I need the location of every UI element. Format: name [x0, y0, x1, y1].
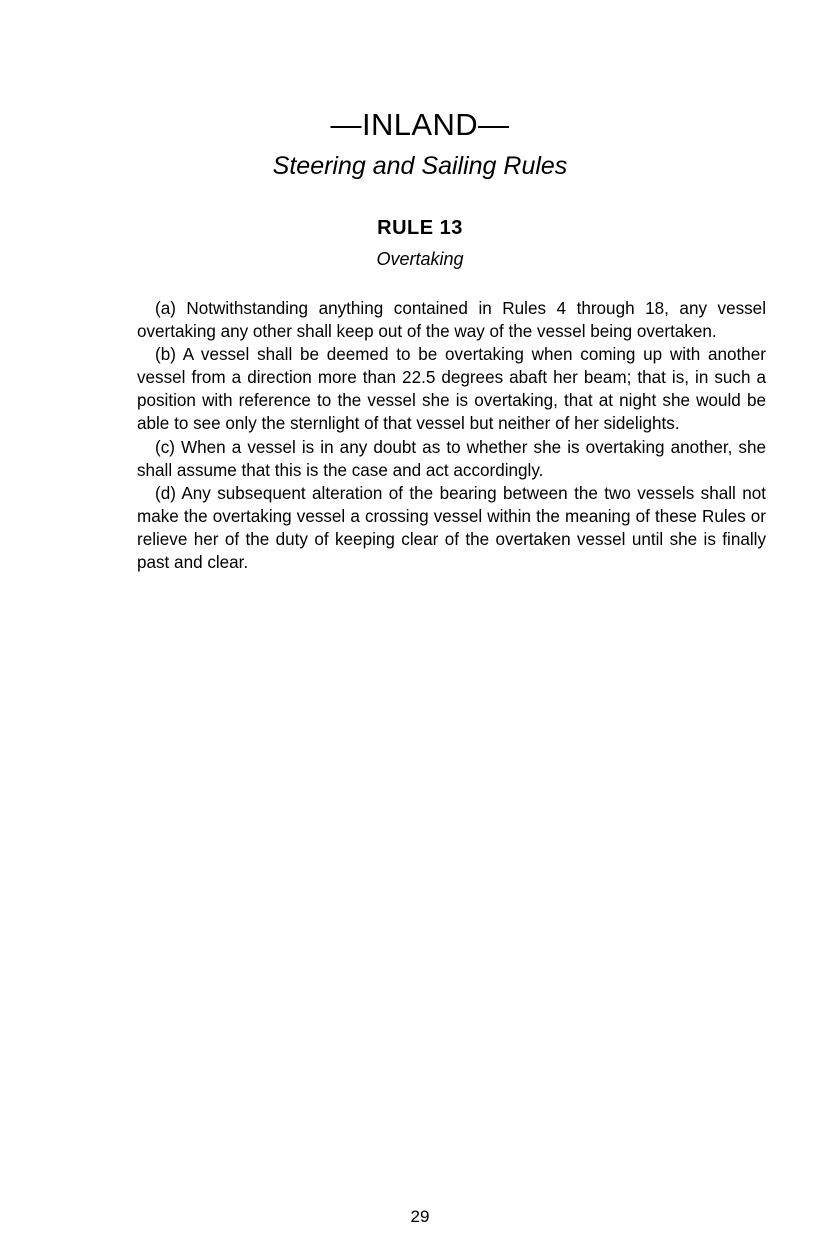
rule-name: Overtaking — [376, 249, 464, 269]
document-subtitle: Steering and Sailing Rules — [272, 151, 568, 180]
rule-paragraph-c: (c) When a vessel is in any doubt as to whether she is overtaking another, she shall assume that this is the case and act accordingly. — [137, 437, 766, 480]
rule-heading — [0, 216, 840, 271]
rule-paragraph-a: (a) Notwithstanding anything contained in Rules 4 through 18, any vessel overtaking any other shall keep out of the way of the vessel being overtaken. — [137, 299, 766, 342]
rule-paragraph-d: (d) Any subsequent alteration of the bearing between the two vessels shall not make the overtaking vessel a crossing vessel within the meaning of these Rules or relieve her of the duty of keeping clear of the overtaken vessel until she is finally past and clear. — [137, 483, 766, 573]
rule-paragraph-b: (b) A vessel shall be deemed to be overtaking when coming up with another vessel from a direction more than 22.5 degrees abaft her beam; that is, in such a position with reference to the vessel she is overtaking, that at night she would be able to see only the sternlight of that vessel but neither of her sidelights. — [137, 345, 766, 434]
document-header — [0, 108, 840, 181]
rule-number: RULE 13 — [377, 217, 463, 239]
page-footer — [0, 1207, 840, 1227]
rule-body — [137, 297, 766, 574]
page-number: 29 — [410, 1207, 430, 1226]
document-title: —INLAND— — [330, 107, 510, 142]
